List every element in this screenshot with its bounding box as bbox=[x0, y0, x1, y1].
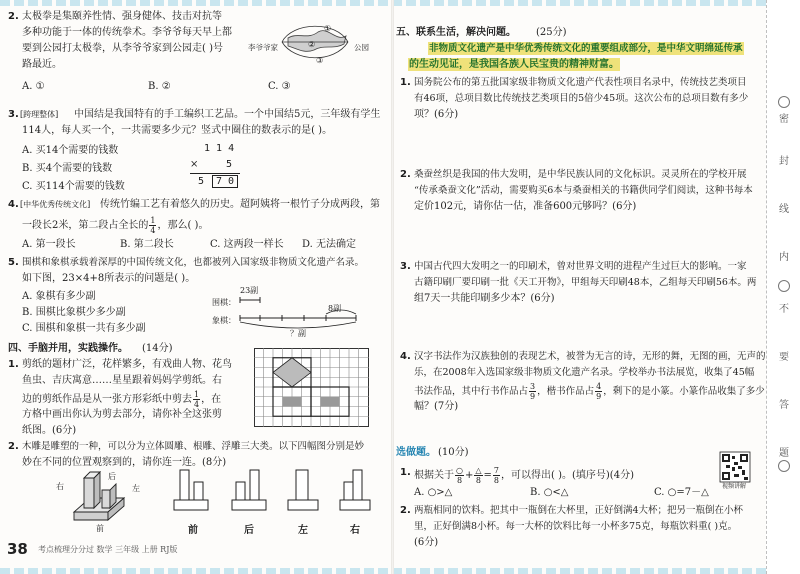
q2-line4: 路最近。 bbox=[22, 59, 62, 70]
s5-q3-line2: 古籍印刷厂要印刷一批《天工开物》，甲组每天印刷48本，乙组每天印刷56本。两 bbox=[414, 277, 757, 288]
s5-q2-line2: “传承桑蚕文化”活动，需要购买6本与桑蚕相关的书籍供同学们阅读，这种书每本 bbox=[414, 185, 753, 196]
q2-option-b[interactable]: B. ② bbox=[148, 81, 171, 92]
chess-label: 象棋： bbox=[212, 316, 236, 325]
el-q2-line2: 里，正好倒满8小杯。每一大杯的饮料比每一小杯多75克，每瓶饮料重( )克。 bbox=[414, 521, 738, 532]
route-label-1: ① bbox=[324, 24, 332, 33]
q3-line2: 114人，每人买一个，一共需要多少元？竖式中圈住的数表示的是( )。 bbox=[22, 125, 333, 136]
footer-text: 考点梳理分分过 数学 三年级 上册 RJ版 bbox=[38, 545, 178, 554]
s5-q4-line4: 幅？(7分) bbox=[414, 401, 459, 412]
el-q1-option-b[interactable]: B. ○<△ bbox=[530, 487, 569, 498]
el-q2-number: 2. bbox=[400, 505, 411, 516]
s4-q1-line5: 纸图。(6分) bbox=[22, 425, 77, 436]
papercut-grid[interactable] bbox=[254, 348, 370, 428]
s4-q1-fraction: $\frac{1}{4}$ bbox=[194, 390, 200, 409]
view-label-front: 前 bbox=[188, 525, 198, 536]
sidebar-char-6: 要 bbox=[779, 352, 789, 363]
view-label-left: 左 bbox=[298, 525, 308, 536]
s4-q1-line1: 剪纸的题材广泛，花样繁多，有戏曲人物、花鸟 bbox=[22, 359, 232, 370]
vertical-multiplier: 5 bbox=[226, 159, 233, 170]
q5-line1: 围棋和象棋承载着深厚的中国传统文化，也都被列入国家级非物质文化遗产名录。 bbox=[22, 257, 365, 268]
s5-q4-number: 4. bbox=[400, 351, 411, 362]
s5-q4-line3: 书法作品，其中行书作品占 $\frac{3}{9}$ ，楷书作品占 $\frac{4}{9}$ ，剩下的是小篆。小篆作品收集了多少 bbox=[414, 382, 765, 401]
go-label: 围棋： bbox=[212, 298, 236, 307]
route-label-3: ③ bbox=[316, 56, 324, 65]
section5-score: (25分) bbox=[536, 27, 567, 38]
q3-option-a[interactable]: A. 买14个需要的钱数 bbox=[22, 145, 119, 156]
s5-q1-number: 1. bbox=[400, 77, 411, 88]
q2-line3: 要到公园打太极拳，从李爷爷家到公园走( )号 bbox=[22, 43, 223, 54]
sidebar-char-2: 封 bbox=[779, 156, 789, 167]
q3-line1: 中国结是我国特有的手工编织工艺品。一个中国结5元，三年级有学生 bbox=[74, 109, 381, 120]
q4-option-a[interactable]: A. 第一段长 bbox=[22, 239, 76, 250]
segment-23-label: 23副 bbox=[240, 286, 259, 295]
segment-8-label: 8副 bbox=[328, 304, 342, 313]
qr-code-icon[interactable] bbox=[720, 452, 750, 482]
q4-option-c[interactable]: C. 这两段一样长 bbox=[210, 239, 284, 250]
q4-line2-text-a: 一段长2米，第二段占全长的 bbox=[22, 220, 149, 231]
vertical-result-circled: 7 0 bbox=[212, 175, 238, 188]
q5-number: 5. bbox=[8, 257, 19, 268]
q2-number: 2. bbox=[8, 11, 19, 22]
vertical-line bbox=[190, 173, 240, 174]
wood-carving-3d-figure bbox=[68, 468, 138, 528]
q4-number: 4. bbox=[8, 199, 19, 210]
intro-highlight-2: 的生动见证，是我国各族人民宝贵的精神财富。 bbox=[409, 59, 619, 70]
el-q1-option-c[interactable]: C. ○=7－△ bbox=[654, 487, 709, 498]
q5-option-a[interactable]: A. 象棋有多少副 bbox=[22, 291, 96, 302]
s5-q1-line3: 项？(6分) bbox=[414, 109, 459, 120]
q4-fraction: $\frac{1}{4}$ bbox=[150, 216, 156, 235]
map-park-label: 公园 bbox=[354, 43, 369, 52]
el-q1-stem: 根据关于 $\frac{○}{8}$ + $\frac{\triangle}{8}$ = $\frac{7}{8}$ ，可以得出( )。(填序号)(4分) bbox=[414, 466, 634, 485]
view-left[interactable] bbox=[286, 466, 326, 512]
sidebar-char-1: 密 bbox=[779, 114, 789, 125]
segment-question-label: ？副 bbox=[290, 329, 306, 338]
q4-line1: 传统竹编工艺有着悠久的历史。超阿姨将一根竹子分成两段，第 bbox=[100, 199, 380, 210]
sidebar-char-8: 题 bbox=[779, 448, 789, 459]
segment-diagram bbox=[238, 294, 368, 330]
q3-option-c[interactable]: C. 买114个需要的钱数 bbox=[22, 181, 125, 192]
s5-q2-number: 2. bbox=[400, 169, 411, 180]
top-border-decoration bbox=[0, 0, 800, 6]
sidebar-char-4: 内 bbox=[779, 252, 789, 263]
s4-q1-line3: 边的剪纸作品是从一张方形彩纸中剪去 $\frac{1}{4}$ ，在 bbox=[22, 390, 222, 409]
vertical-result-a: 5 bbox=[198, 176, 205, 187]
s5-q1-line2: 有46项，总项目数比传统技艺类项目的5倍少45项。这次公布的总项目数有多少 bbox=[414, 93, 749, 104]
el-q1-option-a[interactable]: A. ○>△ bbox=[414, 487, 453, 498]
binding-hole-icon bbox=[778, 280, 790, 292]
s4-q2-line1: 木雕是雕塑的一种，可以分为立体圆雕、根雕、浮雕三大类。以下四幅图分别是妙 bbox=[22, 441, 365, 452]
q3-tag: [跨理整体] bbox=[20, 110, 59, 119]
s5-q2-line3: 定价102元，请你估一估，准备600元够吗？(6分) bbox=[414, 201, 637, 212]
binding-hole-icon bbox=[778, 96, 790, 108]
s5-q4-line1: 汉字书法作为汉族独创的表现艺术，被誉为无言的诗，无形的舞，无图的画，无声的 bbox=[414, 351, 766, 362]
s4-q2-number: 2. bbox=[8, 441, 19, 452]
q4-tag: [中华优秀传统文化] bbox=[20, 200, 91, 209]
q3-option-b[interactable]: B. 买4个需要的钱数 bbox=[22, 163, 113, 174]
intro-highlight-1: 非物质文化遗产是中华优秀传统文化的重要组成部分，是中华文明绵延传承 bbox=[429, 43, 743, 54]
view-label-right: 右 bbox=[350, 525, 360, 536]
s4-q1-number: 1. bbox=[8, 359, 19, 370]
s4-q2-line2: 妙在不同的位置观察到的，请你连一连。(8分) bbox=[22, 457, 227, 468]
view-back[interactable] bbox=[230, 466, 270, 512]
sidebar-char-5: 不 bbox=[779, 304, 789, 315]
q5-option-c[interactable]: C. 围棋和象棋一共有多少副 bbox=[22, 323, 146, 334]
q4-line2 bbox=[22, 216, 208, 235]
qr-caption: 视频讲解 bbox=[722, 483, 747, 490]
map-home-label: 李爷爷家 bbox=[248, 43, 278, 52]
s5-q3-line3: 组7天一共能印刷多少本？(6分) bbox=[414, 293, 555, 304]
page-fold bbox=[391, 0, 394, 574]
section4-title: 四、手脑并用，实践操作。 bbox=[8, 343, 128, 354]
el-q1-number: 1. bbox=[400, 467, 411, 478]
q5-option-b[interactable]: B. 围棋比象棋少多少副 bbox=[22, 307, 126, 318]
vertical-times-sign: × bbox=[190, 159, 199, 170]
sidebar-char-3: 线 bbox=[779, 204, 789, 215]
q2-option-c[interactable]: C. ③ bbox=[268, 81, 291, 92]
axis-label-left: 左 bbox=[132, 484, 140, 493]
s5-q1-line1: 国务院公布的第五批国家级非物质文化遗产代表性项目名录中，传统技艺类项目 bbox=[414, 77, 747, 88]
q2-line2: 多种功能于一体的传统拳术。李爷爷每天早上都 bbox=[22, 27, 232, 38]
q2-line1: 太极拳是集颐养性情、强身健体、技击对抗等 bbox=[22, 11, 222, 22]
sidebar-char-7: 答 bbox=[779, 400, 789, 411]
section4-score: (14分) bbox=[142, 343, 173, 354]
vertical-multiplicand: 1 1 4 bbox=[204, 143, 235, 154]
view-front[interactable] bbox=[172, 466, 212, 512]
view-right[interactable] bbox=[338, 466, 378, 512]
s4-q1-line2: 鱼虫、吉庆寓意……星星跟着妈妈学剪纸。右 bbox=[22, 375, 222, 386]
q4-option-b[interactable]: B. 第二段长 bbox=[120, 239, 174, 250]
s4-q1-line4: 方格中画出你认为剪去部分，请你补全这张剪 bbox=[22, 409, 222, 420]
q4-option-d[interactable]: D. 无法确定 bbox=[302, 239, 357, 250]
q5-line2: 如下图，23×4+8所表示的问题是( )。 bbox=[22, 273, 196, 284]
view-label-back: 后 bbox=[244, 525, 254, 536]
el-q2-line3: (6分) bbox=[414, 537, 439, 548]
q2-option-a[interactable]: A. ① bbox=[22, 81, 45, 92]
q3-number: 3. bbox=[8, 109, 19, 120]
s5-q2-line1: 桑蚕丝织是我国的伟大发明，是中华民族认同的文化标识。灵灵所在的学校开展 bbox=[414, 169, 747, 180]
elective-title: 选做题。 bbox=[396, 447, 436, 458]
s5-q4-line2: 乐，在2008年入选国家级非物质文化遗产名录。学校举办书法展览，收集了45幅 bbox=[414, 367, 755, 378]
route-label-2: ② bbox=[308, 40, 316, 49]
elective-score: (10分) bbox=[438, 447, 469, 458]
section5-title: 五、联系生活，解决问题。 bbox=[396, 27, 516, 38]
axis-label-right: 右 bbox=[56, 482, 64, 491]
seal-line-sidebar bbox=[766, 0, 800, 574]
q4-line2-text-b: ，那么( )。 bbox=[157, 220, 209, 231]
s5-q3-line1: 中国古代四大发明之一的印刷术，曾对世界文明的进程产生过巨大的影响。一家 bbox=[414, 261, 747, 272]
axis-label-front: 前 bbox=[96, 524, 104, 533]
binding-hole-icon bbox=[778, 460, 790, 472]
el-q2-line1: 两瓶相同的饮料。把其中一瓶倒在大杯里，正好倒满4大杯；把另一瓶倒在小杯 bbox=[414, 505, 744, 516]
bottom-border-decoration bbox=[0, 568, 800, 574]
axis-label-back: 后 bbox=[108, 472, 116, 481]
s5-q3-number: 3. bbox=[400, 261, 411, 272]
page-number: 38 bbox=[7, 540, 28, 558]
